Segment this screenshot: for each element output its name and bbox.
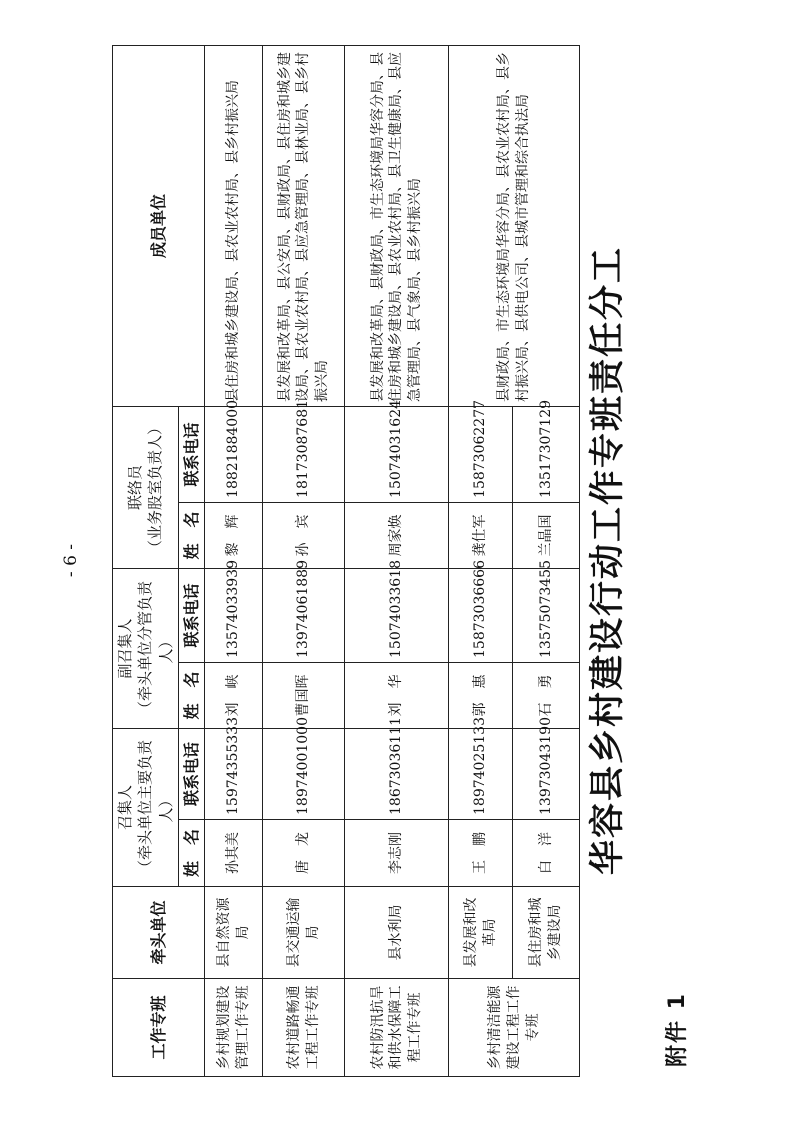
header-deputy-name: 姓 名 (178, 662, 205, 728)
convener-phone-cell: 18974001000 (263, 728, 345, 819)
team-cell: 农村道路畅通工程工作专班 (263, 979, 345, 1077)
header-row-1 (113, 45, 179, 1076)
team-cell: 农村防汛抗旱和供水保障工程工作专班 (345, 979, 449, 1077)
header-deputy (113, 568, 179, 728)
lead-unit-cell: 县住房和城乡建设局 (513, 887, 580, 979)
convener-name-cell: 白 洋 (513, 820, 580, 887)
header-lead-unit: 牵头单位 (113, 887, 205, 979)
lead-unit-cell: 县水利局 (345, 887, 449, 979)
liaison-phone-cell: 18173087681 (263, 406, 345, 502)
liaison-name-cell: 孙 宾 (263, 502, 345, 568)
header-deputy-phone: 联系电话 (178, 568, 205, 662)
deputy-phone-cell: 15074033618 (345, 568, 449, 662)
liaison-phone-cell: 13517307129 (513, 406, 580, 502)
header-convener (113, 728, 179, 886)
header-liaison-phone: 联系电话 (178, 406, 205, 502)
team-cell: 乡村清洁能源建设工程工作专班 (449, 979, 580, 1077)
liaison-phone-cell: 18821884000 (205, 406, 263, 502)
lead-unit-cell: 县自然资源局 (205, 887, 263, 979)
deputy-phone-cell: 13574033939 (205, 568, 263, 662)
deputy-name-cell: 曹国晖 (263, 662, 345, 728)
deputy-phone-cell: 13974061889 (263, 568, 345, 662)
convener-phone-cell: 18673036111 (345, 728, 449, 819)
deputy-name-cell: 刘 华 (345, 662, 449, 728)
table-row (345, 45, 449, 1076)
liaison-name-cell: 周家焕 (345, 502, 449, 568)
liaison-name-cell: 兰晶国 (513, 502, 580, 568)
members-cell: 县住房和城乡建设局、县农业农村局、县乡村振兴局 (205, 45, 263, 406)
liaison-phone-cell: 15873062277 (449, 406, 513, 502)
table-row (449, 45, 513, 1076)
table-row (205, 45, 263, 1076)
deputy-phone-cell: 15873036666 (449, 568, 513, 662)
table-row (263, 45, 345, 1076)
members-cell: 县财政局、市生态环境局华容分局、县农业农村局、县乡村振兴局、县供电公司、县城市管理和综合执法局 (449, 45, 580, 406)
page-title: 华容县乡村建设行动工作专班责任分工 (587, 246, 628, 876)
lead-unit-cell: 县发展和改革局 (449, 887, 513, 979)
liaison-name-cell: 龚仕军 (449, 502, 513, 568)
deputy-phone-cell: 13575073455 (513, 568, 580, 662)
deputy-name-cell: 郭 惠 (449, 662, 513, 728)
convener-phone-cell: 15974355333 (205, 728, 263, 819)
convener-name-cell: 王 鹏 (449, 820, 513, 887)
lead-unit-cell: 县交通运输局 (263, 887, 345, 979)
header-liaison-name: 姓 名 (178, 502, 205, 568)
team-cell: 乡村规划建设管理工作专班 (205, 979, 263, 1077)
members-cell: 县发展和改革局、县公安局、县财政局、县住房和城乡建设局、县农业农村局、县应急管理局、县林业局、县乡村振兴局 (263, 45, 345, 406)
header-deputy-title: 副召集人 (116, 618, 134, 679)
header-convener-note: （牵头单位主要负责人） (136, 739, 175, 875)
header-liaison-note: （业务股室负责人） (146, 419, 165, 555)
convener-name-cell: 唐 龙 (263, 820, 345, 887)
deputy-name-cell: 刘 峡 (205, 662, 263, 728)
header-convener-phone: 联系电话 (178, 728, 205, 819)
header-team: 工作专班 (113, 979, 205, 1077)
convener-name-cell: 孙其美 (205, 820, 263, 887)
header-convener-title: 召集人 (116, 784, 134, 830)
attachment-label: 附件 1 (665, 992, 690, 1067)
convener-name-cell: 李志刚 (345, 820, 449, 887)
members-cell: 县发展和改革局、县财政局、市生态环境局华容分局、县住房和城乡建设局、县农业农村局、县卫生健康局、县应急管理局、县气象局、县乡村振兴局 (345, 45, 449, 406)
responsibility-table (112, 45, 580, 1077)
header-liaison (113, 406, 179, 568)
deputy-name-cell: 石 勇 (513, 662, 580, 728)
header-convener-name: 姓 名 (178, 820, 205, 887)
liaison-name-cell: 黎 辉 (205, 502, 263, 568)
header-deputy-note: （牵头单位分管负责人） (136, 580, 175, 716)
liaison-phone-cell: 15074031624 (345, 406, 449, 502)
header-members: 成员单位 (113, 45, 205, 406)
convener-phone-cell: 13973043190 (513, 728, 580, 819)
convener-phone-cell: 18974025133 (449, 728, 513, 819)
header-liaison-title: 联络员 (126, 464, 145, 510)
page-number: - 6 - (61, 543, 81, 578)
